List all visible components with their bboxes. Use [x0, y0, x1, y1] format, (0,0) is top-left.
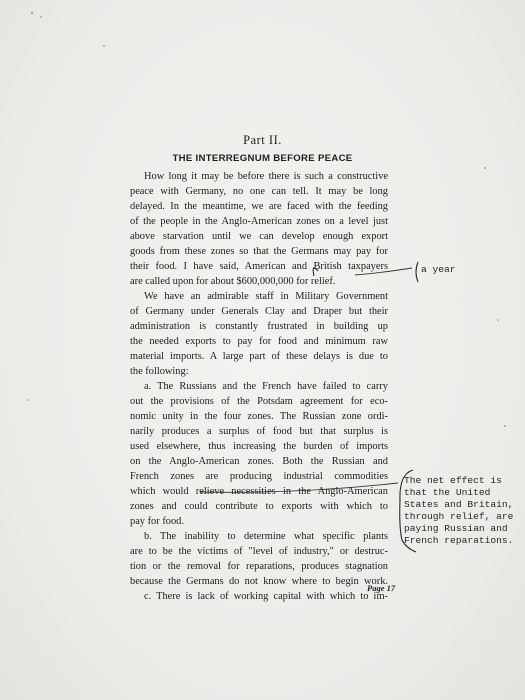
year-note-bracket — [416, 262, 418, 282]
section-heading: THE INTERREGNUM BEFORE PEACE — [172, 153, 353, 164]
text-line: pay for food. — [130, 516, 184, 527]
note-line: that the United — [404, 487, 491, 498]
text-line: zones and could contribute to exports with which to — [130, 501, 388, 512]
text-line: the needed exports to pay for food and minimum raw — [130, 336, 388, 347]
text-line: tion or the removal for reparations, produces stagnation — [130, 561, 388, 572]
text-line: b. The inability to determine what specific plants — [144, 531, 388, 542]
text-line: above starvation until we can develop enough export — [130, 231, 388, 242]
part-label: Part II. — [243, 133, 282, 147]
net-effect-bracket — [400, 470, 416, 552]
insert-bracket-mark — [313, 268, 318, 276]
text-line: French zones are producing industrial commodities — [130, 471, 388, 482]
text-line: on the Anglo-American zones. Both the Russian and — [130, 456, 388, 467]
text-line: of the people in the Anglo-American zones on a level just — [130, 216, 388, 227]
text-line: delayed. In the meantime, we are faced with the feeding — [130, 201, 388, 212]
text-line: are to be the victims of "level of industry," or destruc- — [130, 546, 388, 557]
text-line: are called upon for about $600,000,000 for relief. — [130, 276, 336, 287]
net-effect-pointer-line — [200, 483, 398, 492]
text-line: administration is constantly frustrated in building up — [130, 321, 388, 332]
text-line: material imports. A large part of these delays is due to — [130, 351, 388, 362]
text-line: How long it may be before there is such a constructive — [144, 171, 388, 182]
note-line: through relief, are — [404, 511, 514, 522]
text-line: out the provisions of the Potsdam agreement for eco- — [130, 396, 388, 407]
note-line: States and Britain, — [404, 499, 514, 510]
text-line: peace with Germany, no one can tell. It may be long — [130, 186, 388, 197]
text-line: the following: — [130, 366, 189, 377]
text-line: c. There is lack of working capital with which to im- — [144, 591, 388, 602]
text-line: narily produces a surplus of food but that surplus is — [130, 426, 388, 437]
text-line: a. The Russians and the French have failed to carry — [144, 381, 388, 392]
text-line: their food. I have said, American and British taxpayers — [130, 261, 388, 272]
year-pointer-line — [355, 268, 412, 275]
margin-note-year: a year — [421, 264, 456, 275]
note-line: paying Russian and — [404, 523, 508, 534]
page-number: Page 17 — [367, 583, 396, 593]
note-line: French reparations. — [404, 535, 514, 546]
text-line: used elsewhere, thus increasing the burden of imports — [130, 441, 388, 452]
text-line: because the Germans do not know where to begin work. — [130, 576, 388, 587]
text-line: of Germany under Generals Clay and Draper but their — [130, 306, 388, 317]
text-line: which would relieve necessities in the Anglo-American — [130, 486, 388, 497]
text-line: We have an admirable staff in Military Government — [144, 291, 388, 302]
text-line: goods from these zones so that the Germans may pay for — [130, 246, 388, 257]
note-line: The net effect is — [404, 475, 502, 486]
text-line: nomic unity in the four zones. The Russian zone ordi- — [130, 411, 388, 422]
